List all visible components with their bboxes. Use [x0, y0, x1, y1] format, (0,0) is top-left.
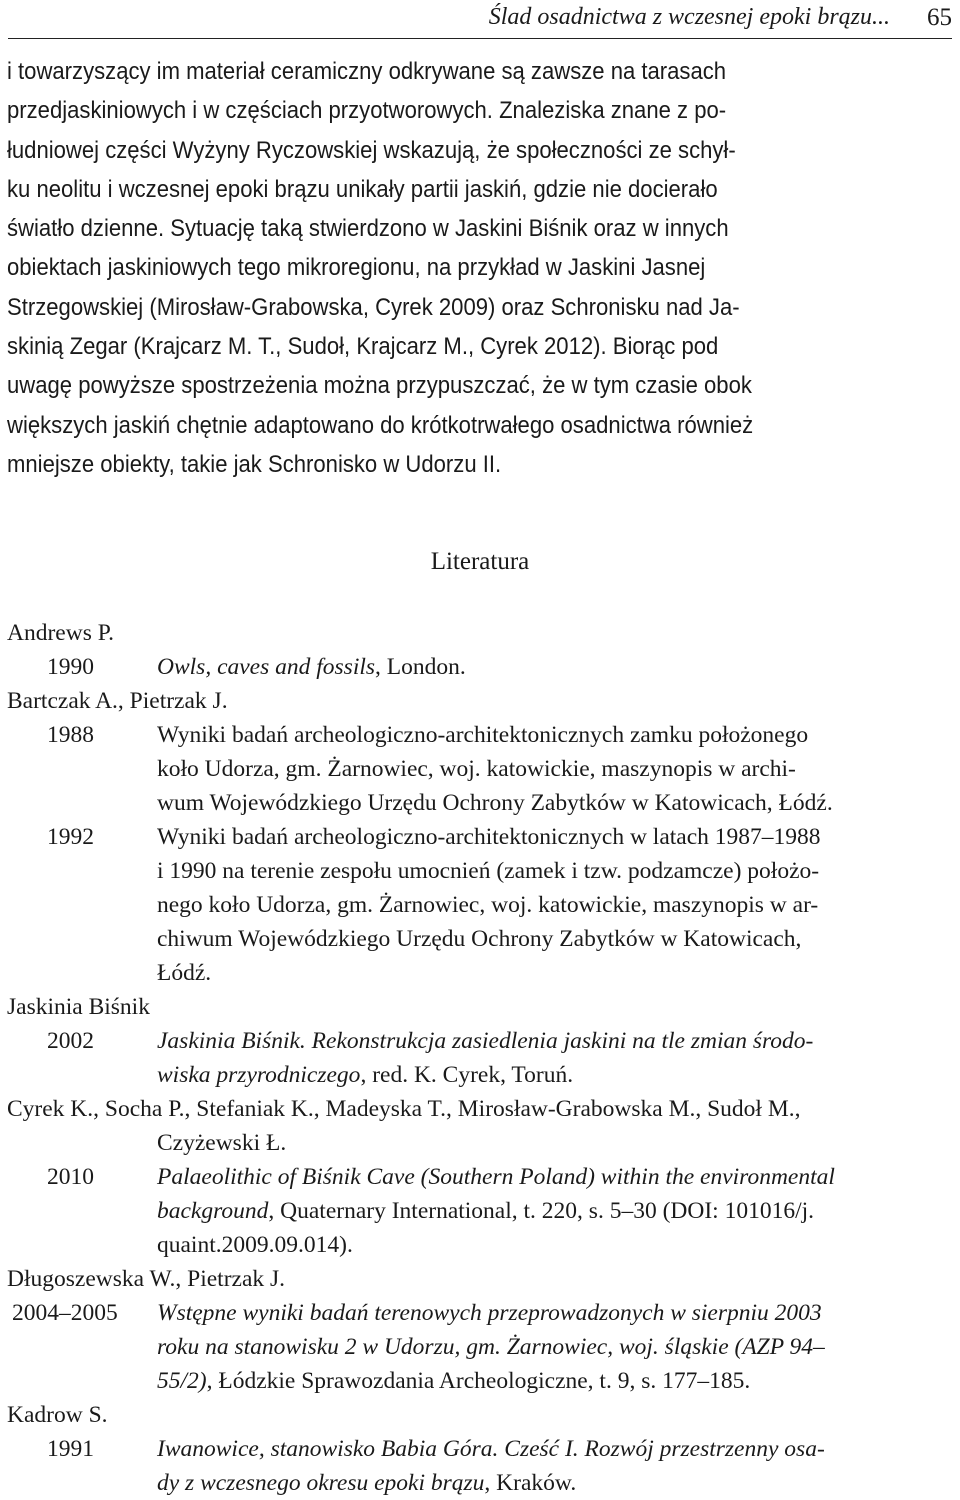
literature-heading: Literatura [430, 548, 530, 575]
body-line: światło dzienne. Sytuację taką stwierdzono w Jaskini Biśnik oraz w innych [7, 215, 729, 243]
body-line: łudniowej części Wyżyny Ryczowskiej wskazują, że społeczności ze schył- [7, 136, 736, 164]
reference-author: Bartczak A., Pietrzak J. [7, 688, 228, 714]
reference-author: Długoszewska W., Pietrzak J. [7, 1266, 286, 1292]
reference-year: 2002 [47, 1028, 94, 1054]
reference-title: dy z wczesnego okresu epoki brązu [157, 1470, 485, 1496]
body-line: większych jaskiń chętnie adaptowano do krótkotrwałego osadnictwa również [7, 411, 754, 439]
body-line: mniejsze obiekty, takie jak Schronisko w Udorzu II. [7, 450, 502, 478]
reference-entry [7, 650, 953, 684]
reference-year: 1992 [47, 824, 94, 850]
reference-year: 1990 [47, 654, 94, 680]
reference-entry [7, 820, 953, 990]
reference-author: Czyżewski Ł. [157, 1130, 287, 1156]
body-line: obiektach jaskiniowych tego mikroregionu, na przykład w Jaskini Jasnej [7, 254, 706, 282]
page-header [8, 0, 952, 39]
reference-line [157, 1466, 953, 1500]
body-paragraph [7, 52, 953, 484]
reference-author: Andrews P. [7, 620, 115, 646]
reference-entry [7, 1024, 953, 1092]
reference-details: , Kraków. [484, 1470, 577, 1496]
reference-title: Jaskinia Biśnik. Rekonstrukcja zasiedlenia jaskini na tle zmian środo- [157, 1028, 814, 1054]
reference-title: wiska przyrodniczego [157, 1062, 361, 1088]
reference-year: 1991 [47, 1436, 94, 1462]
reference-line: wum Wojewódzkiego Urzędu Ochrony Zabytków w Katowicach, Łódź. [157, 790, 833, 816]
reference-entry [7, 1432, 953, 1500]
reference-description [157, 650, 953, 684]
reference-details: , Quaternary International, t. 220, s. 5–30 (DOI: 101016/j. [268, 1198, 814, 1224]
reference-description [157, 1296, 953, 1398]
reference-entry [7, 1160, 953, 1262]
reference-description [157, 1024, 953, 1092]
reference-line: nego koło Udorza, gm. Żarnowiec, woj. katowickie, maszynopis w ar- [157, 892, 819, 918]
reference-entry [7, 718, 953, 820]
reference-title: Wstępne wyniki badań terenowych przeprowadzonych w sierpniu 2003 [157, 1300, 822, 1326]
reference-author: Cyrek K., Socha P., Stefaniak K., Madeyska T., Mirosław-Grabowska M., Sudoł M., [7, 1096, 801, 1122]
body-line: Strzegowskiej (Mirosław-Grabowska, Cyrek 2009) oraz Schronisku nad Ja- [7, 293, 740, 321]
reference-title: roku na stanowisku 2 w Udorzu, gm. Żarnowiec, woj. śląskie (AZP 94– [157, 1334, 825, 1360]
body-line: uwagę powyższe spostrzeżenia można przypuszczać, że w tym czasie obok [7, 372, 752, 400]
body-line: skinią Zegar (Krajcarz M. T., Sudoł, Krajcarz M., Cyrek 2012). Biorąc pod [7, 333, 719, 361]
reference-line: quaint.2009.09.014). [157, 1232, 353, 1258]
reference-line [157, 1194, 953, 1228]
body-line: ku neolitu i wczesnej epoki brązu unikały partii jaskiń, gdzie nie docierało [7, 175, 718, 203]
reference-description [157, 820, 953, 990]
reference-author: Kadrow S. [7, 1402, 108, 1428]
reference-details: , London. [375, 654, 466, 680]
reference-description [157, 718, 953, 820]
reference-entry [7, 1296, 953, 1398]
references-list [7, 616, 953, 1500]
reference-line [157, 1364, 953, 1398]
reference-line [157, 1058, 953, 1092]
reference-title: background [157, 1198, 269, 1224]
reference-title: Owls, caves and fossils [157, 654, 376, 680]
reference-description [157, 1432, 953, 1500]
reference-details: , Łódzkie Sprawozdania Archeologiczne, t. 9, s. 177–185. [206, 1368, 751, 1394]
reference-line: i 1990 na terenie zespołu umocnień (zamek i tzw. podzamcze) położo- [157, 858, 820, 884]
reference-line: chiwum Wojewódzkiego Urzędu Ochrony Zabytków w Katowicach, [157, 926, 802, 952]
reference-line: Łódź. [157, 960, 212, 986]
reference-line: koło Udorza, gm. Żarnowiec, woj. katowickie, maszynopis w archi- [157, 756, 796, 782]
body-line: przedjaskiniowych i w częściach przyotworowych. Znaleziska znane z po- [7, 97, 727, 125]
reference-title: Palaeolithic of Biśnik Cave (Southern Poland) within the environmental [157, 1164, 835, 1190]
reference-year: 1988 [47, 722, 94, 748]
reference-line: Wyniki badań archeologiczno-architektonicznych w latach 1987–1988 [157, 824, 821, 850]
reference-year: 2010 [47, 1164, 94, 1190]
reference-title: Iwanowice, stanowisko Babia Góra. Cześć I. Rozwój przestrzenny osa- [157, 1436, 825, 1462]
page-number: 65 [927, 4, 952, 31]
reference-description [157, 1160, 953, 1262]
running-title: Ślad osadnictwa z wczesnej epoki brązu... [488, 4, 890, 30]
reference-author: Jaskinia Biśnik [7, 994, 150, 1020]
reference-title: 55/2) [157, 1368, 207, 1394]
reference-details: , red. K. Cyrek, Toruń. [360, 1062, 574, 1088]
reference-line: Wyniki badań archeologiczno-architektonicznych zamku położonego [157, 722, 809, 748]
body-line: i towarzyszący im materiał ceramiczny odkrywane są zawsze na tarasach [7, 58, 727, 85]
reference-year: 2004–2005 [12, 1300, 118, 1326]
